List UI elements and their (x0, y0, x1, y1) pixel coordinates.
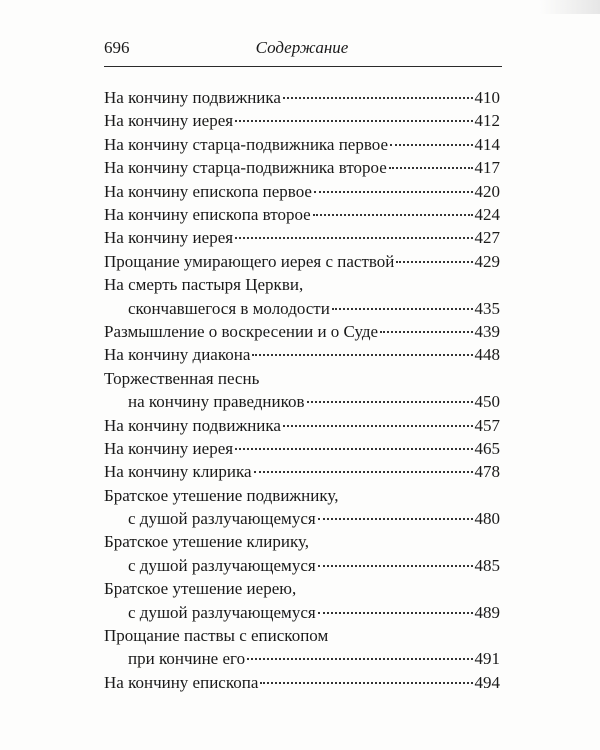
toc-entry-page: 489 (474, 602, 500, 622)
dot-leader (313, 214, 473, 216)
toc-entry-page: 412 (474, 111, 500, 131)
toc-entry[interactable] (104, 320, 500, 343)
toc-entry-page: 457 (474, 415, 500, 435)
toc-entry-page: 427 (474, 228, 500, 248)
page-number: 696 (104, 38, 130, 57)
toc-entry[interactable] (104, 343, 500, 366)
toc-entry-page: 485 (474, 555, 500, 575)
toc-entry[interactable] (104, 414, 500, 437)
toc-entry-title: Братское утешение иерею, (104, 579, 297, 599)
toc-entry-title-continued: с душой разлучающемуся (128, 509, 316, 529)
toc-entry-title: На кончину диакона (104, 345, 251, 365)
toc-entry-page: 480 (474, 509, 500, 529)
dot-leader (252, 354, 472, 356)
toc-entry-title-continued: скончавшегося в молодости (128, 298, 330, 318)
dot-leader (318, 565, 473, 567)
toc-entry-title-continued: при кончине его (128, 649, 246, 669)
toc-entry-title: На кончину старца-подвижника второе (104, 158, 387, 178)
toc-entry-title: На смерть пастыря Церкви, (104, 275, 304, 295)
dot-leader (332, 308, 473, 310)
toc-entry-title: Размышление о воскресении и о Суде (104, 321, 379, 341)
page-edge-shadow (540, 0, 600, 14)
toc-entry[interactable] (104, 624, 500, 671)
toc-entry-page: 429 (474, 251, 500, 271)
toc-entry[interactable] (104, 671, 500, 694)
toc-entry-title: На кончину клирика (104, 462, 252, 482)
dot-leader (314, 191, 473, 193)
toc-entry[interactable] (104, 484, 500, 531)
dot-leader (235, 237, 472, 239)
toc-entry-title: На кончину епископа (104, 672, 259, 692)
toc-entry-page: 478 (474, 462, 500, 482)
toc-entry[interactable] (104, 109, 500, 132)
toc-entry[interactable] (104, 460, 500, 483)
toc-entry-title: На кончину епископа второе (104, 204, 311, 224)
toc-entry[interactable] (104, 250, 500, 273)
toc-entry-title: Братское утешение клирику, (104, 532, 310, 552)
toc-entry-title-continued: с душой разлучающемуся (128, 555, 316, 575)
toc-entry-page: 420 (474, 181, 500, 201)
toc-entry[interactable] (104, 367, 500, 414)
header-rule (104, 66, 502, 67)
toc-entry-title: Торжественная песнь (104, 368, 260, 388)
table-of-contents (104, 86, 500, 694)
toc-entry-title: На кончину епископа первое (104, 181, 312, 201)
toc-entry-page: 439 (474, 321, 500, 341)
toc-entry-page: 414 (474, 134, 500, 154)
toc-entry-title-continued: на кончину праведников (128, 392, 305, 412)
toc-entry[interactable] (104, 226, 500, 249)
running-header (104, 38, 500, 60)
running-title: Содержание (255, 38, 349, 57)
toc-entry-page: 448 (474, 345, 500, 365)
toc-entry-title: На кончину иерея (104, 228, 234, 248)
toc-entry-page: 494 (474, 672, 500, 692)
toc-entry[interactable] (104, 86, 500, 109)
dot-leader (283, 97, 473, 99)
toc-entry[interactable] (104, 203, 500, 226)
toc-entry-page: 410 (474, 88, 500, 107)
dot-leader (380, 331, 472, 333)
toc-entry-title: На кончину иерея (104, 438, 234, 458)
toc-entry[interactable] (104, 577, 500, 624)
toc-entry[interactable] (104, 437, 500, 460)
toc-entry-page: 450 (474, 392, 500, 412)
dot-leader (235, 448, 472, 450)
dot-leader (283, 425, 473, 427)
toc-entry-title: На кончину иерея (104, 111, 234, 131)
toc-entry[interactable] (104, 273, 500, 320)
dot-leader (307, 401, 473, 403)
toc-entry[interactable] (104, 156, 500, 179)
dot-leader (390, 144, 472, 146)
toc-entry-title: На кончину подвижника (104, 415, 281, 435)
toc-entry-page: 417 (474, 158, 500, 178)
toc-entry-title: На кончину старца-подвижника первое (104, 134, 389, 154)
toc-entry-page: 491 (474, 649, 500, 669)
toc-entry-title: Братское утешение подвижнику, (104, 485, 339, 505)
toc-entry-title: На кончину подвижника (104, 88, 281, 107)
toc-entry-title: Прощание паствы с епископом (104, 626, 329, 646)
toc-entry[interactable] (104, 180, 500, 203)
toc-entry-page: 465 (474, 438, 500, 458)
toc-entry[interactable] (104, 133, 500, 156)
dot-leader (235, 120, 472, 122)
dot-leader (260, 682, 472, 684)
toc-entry-page: 435 (474, 298, 500, 318)
dot-leader (389, 167, 473, 169)
dot-leader (254, 471, 473, 473)
toc-entry-title: Прощание умирающего иерея с паствой (104, 251, 395, 271)
toc-entry-title-continued: с душой разлучающемуся (128, 602, 316, 622)
toc-entry[interactable] (104, 530, 500, 577)
toc-entry-page: 424 (474, 204, 500, 224)
dot-leader (247, 658, 472, 660)
dot-leader (318, 612, 473, 614)
dot-leader (396, 261, 472, 263)
dot-leader (318, 518, 473, 520)
